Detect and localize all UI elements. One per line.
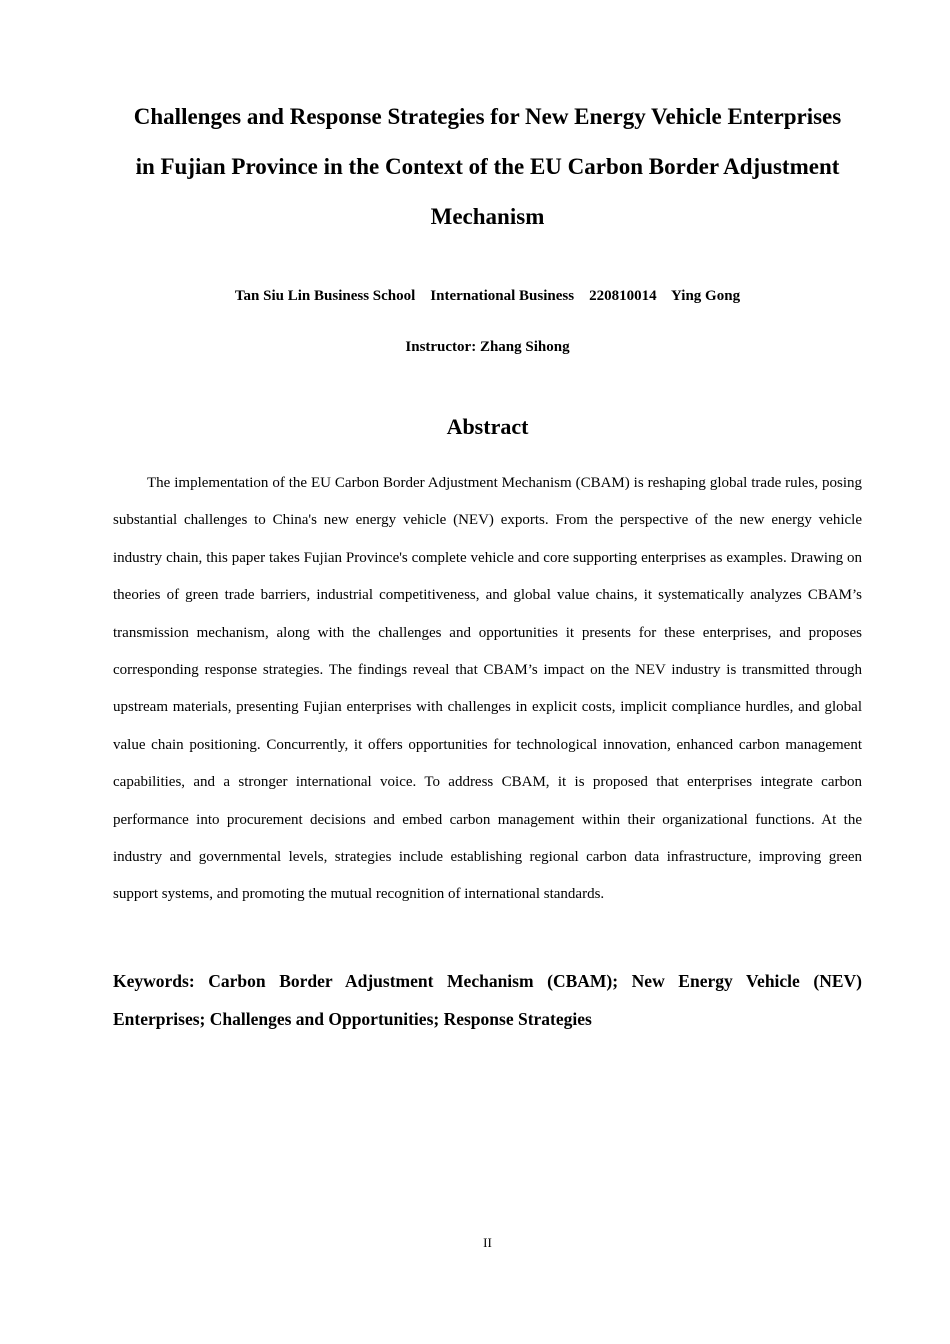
author-info: Tan Siu Lin Business School International Business 220810014 Ying Gong	[234, 288, 741, 304]
keywords: Keywords: Carbon Border Adjustment Mechanism (CBAM); New Energy Vehicle (NEV) Enterprises; Challenges and Opportunities; Response Strategies	[113, 971, 862, 1029]
page-number: II	[483, 1235, 492, 1250]
abstract-heading: Abstract	[446, 414, 529, 439]
paper-title-line-1: Challenges and Response Strategies for New Energy Vehicle Enterprises	[133, 104, 842, 129]
instructor-info: Instructor: Zhang Sihong	[405, 339, 570, 355]
paper-title-line-3: Mechanism	[430, 204, 545, 229]
paper-title-line-2: in Fujian Province in the Context of the EU Carbon Border Adjustment	[135, 154, 840, 179]
paper-title	[100, 92, 875, 242]
abstract-paragraph: The implementation of the EU Carbon Border Adjustment Mechanism (CBAM) is reshaping global trade rules, posing substantial challenges to China's new energy vehicle (NEV) exports. From the perspective of the new energy vehicle industry chain, this paper takes Fujian Province's complete vehicle and core supporting enterprises as examples. Drawing on theories of green trade barriers, industrial competitiveness, and global value chains, it systematically analyzes CBAM’s transmission mechanism, along with the challenges and opportunities it presents for these enterprises, and proposes corresponding response strategies. The findings reveal that CBAM’s impact on the NEV industry is transmitted through upstream materials, presenting Fujian enterprises with challenges in explicit costs, implicit compliance hurdles, and global value chain positioning. Concurrently, it offers opportunities for technological innovation, enhanced carbon management capabilities, and a stronger international voice. To address CBAM, it is proposed that enterprises integrate carbon performance into procurement decisions and embed carbon management within their organizational functions. At the industry and governmental levels, strategies include establishing regional carbon data infrastructure, improving green support systems, and promoting the mutual recognition of international standards.	[113, 475, 862, 903]
